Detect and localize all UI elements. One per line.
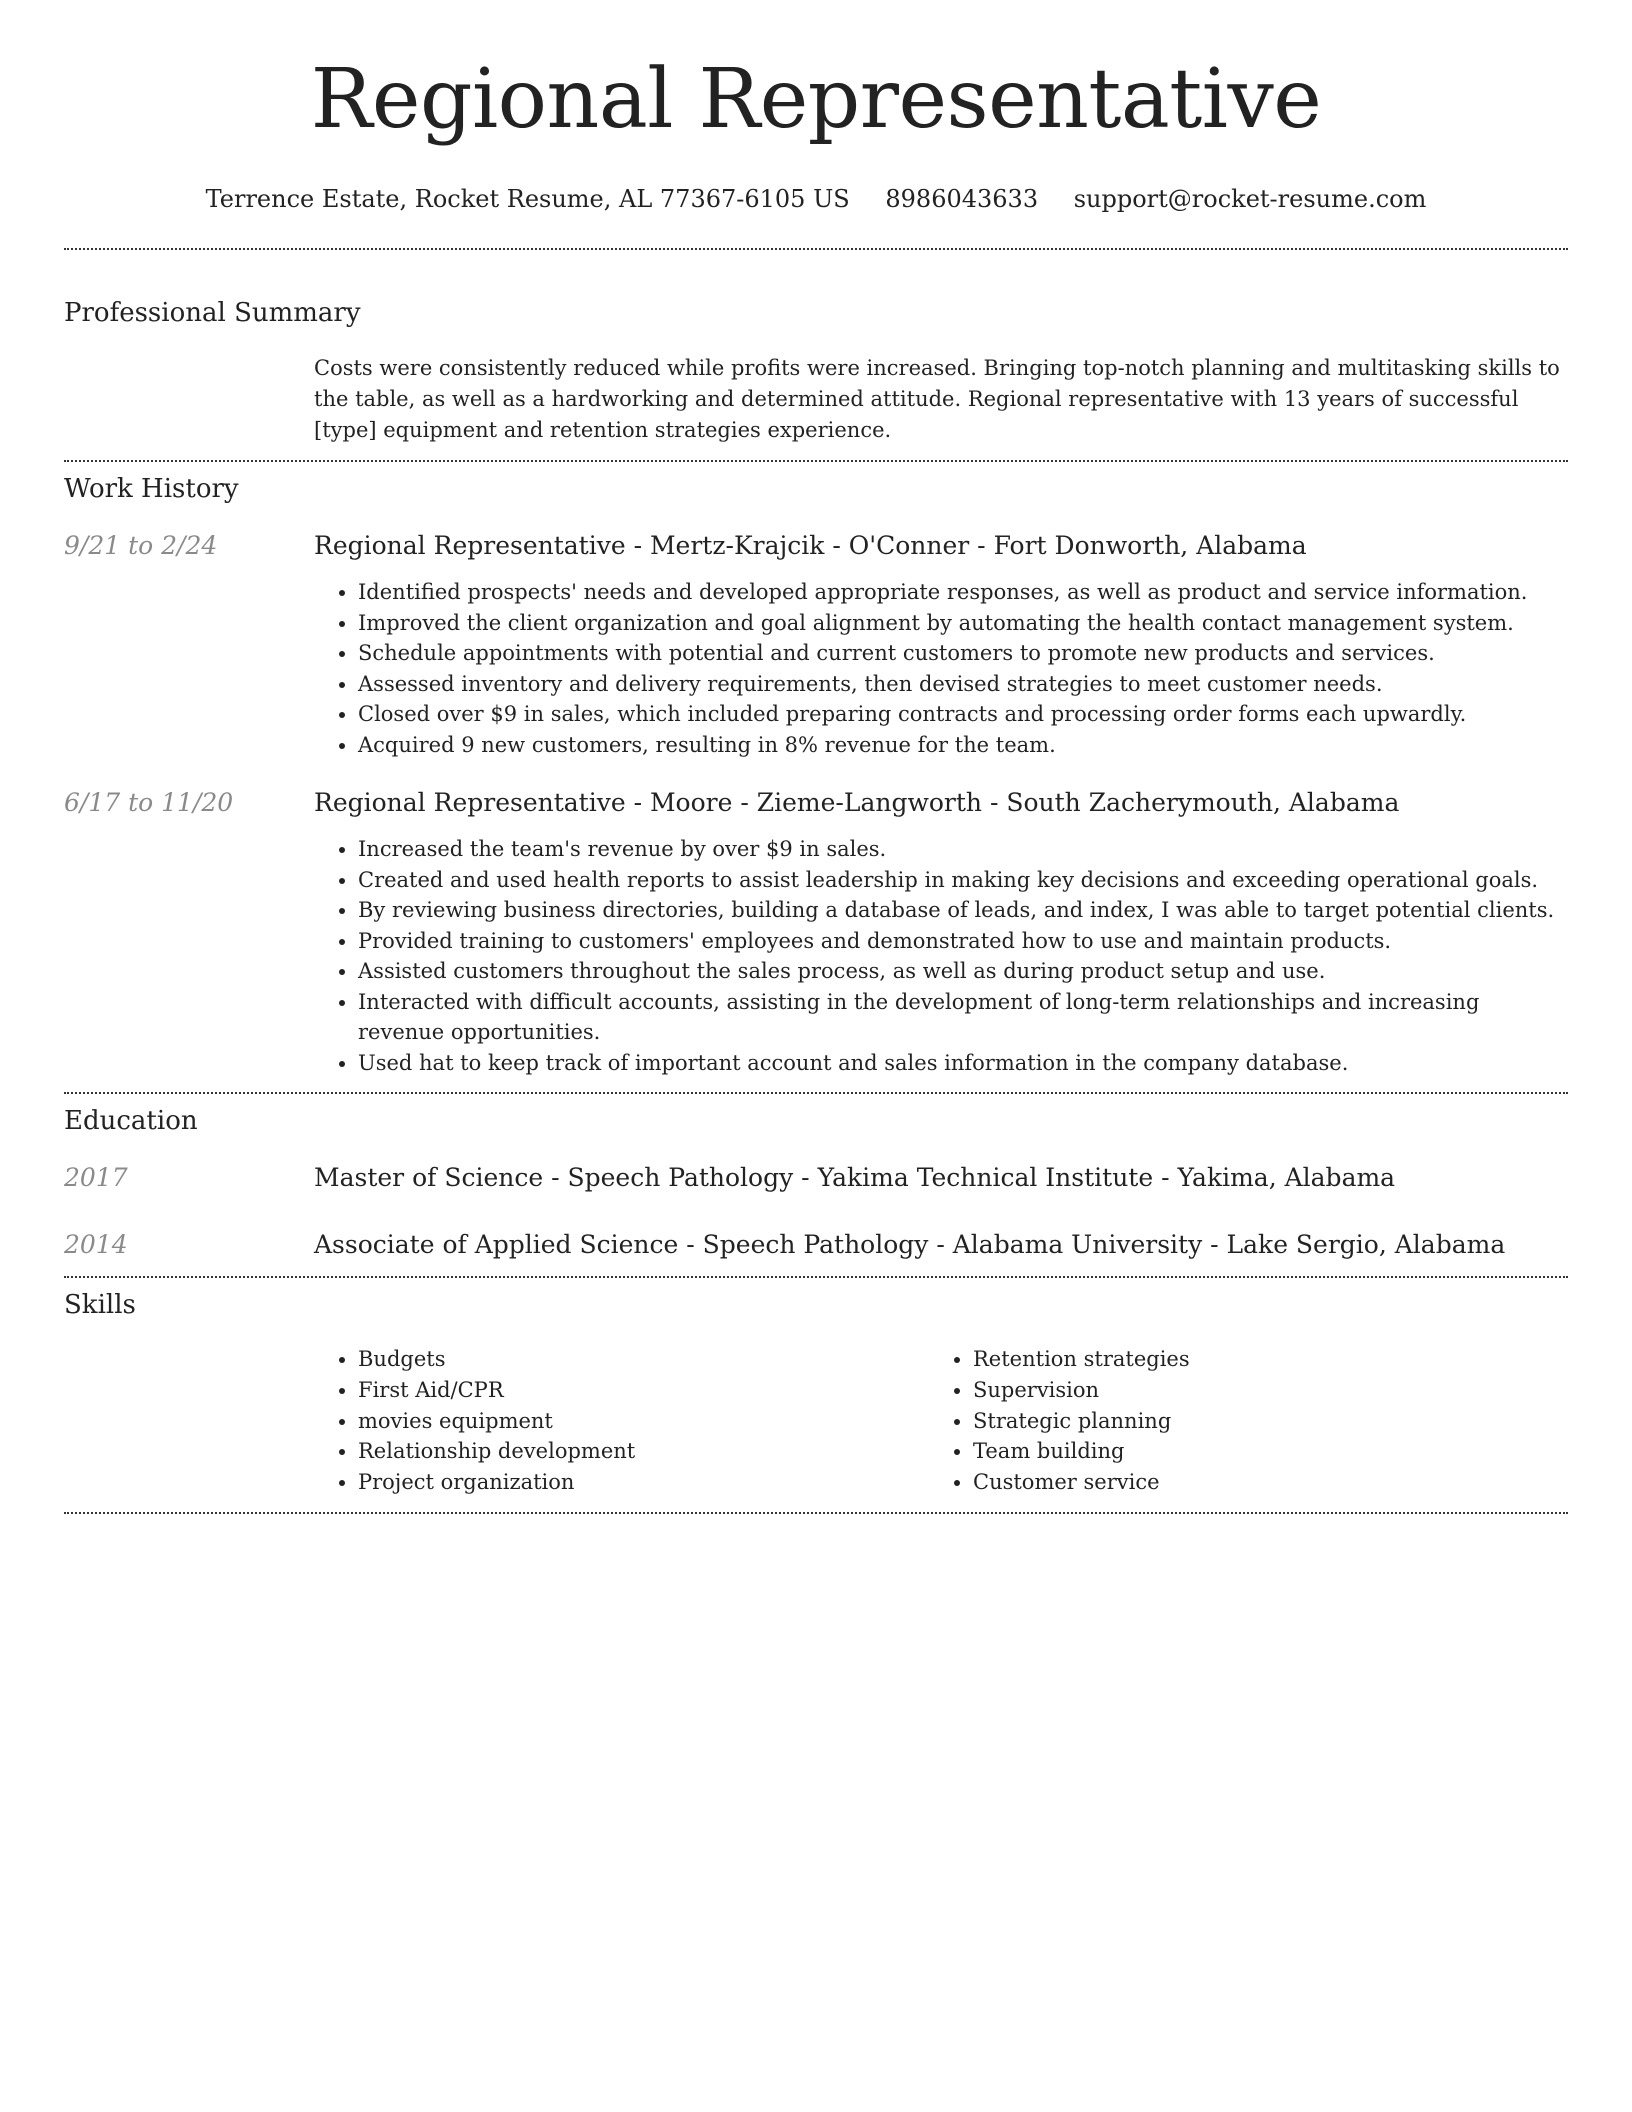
list-item: • Closed over $9 in sales, which included preparing contracts and processing order forms each upwardly.	[358, 699, 1568, 730]
job-entry	[64, 529, 1568, 760]
job-heading: Regional Representative - Moore - Zieme-Langworth - South Zacherymouth, Alabama	[314, 788, 1400, 817]
list-item: • Identified prospects' needs and developed appropriate responses, as well as product and service information.	[358, 577, 1568, 608]
skill-item: • Retention strategies	[973, 1344, 1544, 1375]
education-entry	[64, 1228, 1568, 1262]
skills-list-right	[929, 1344, 1544, 1498]
divider	[64, 1512, 1568, 1514]
section-title-education: Education	[64, 1106, 198, 1136]
list-item: • By reviewing business directories, building a database of leads, and index, I was able to target potential clients.	[358, 895, 1568, 926]
contact-phone: 8986043633	[885, 185, 1039, 213]
list-item: • Improved the client organization and goal alignment by automating the health contact management system.	[358, 608, 1568, 639]
skill-item: • Project organization	[358, 1467, 929, 1498]
skills-columns	[314, 1344, 1568, 1498]
skill-item: • Team building	[973, 1436, 1544, 1467]
skill-item: • First Aid/CPR	[358, 1375, 929, 1406]
skills-section	[64, 1288, 1568, 1498]
education-heading: Master of Science - Speech Pathology - Yakima Technical Institute - Yakima, Alabama	[314, 1163, 1396, 1192]
list-item: • Interacted with difficult accounts, assisting in the development of long-term relationships and increasing revenue opportunities.	[358, 987, 1568, 1048]
job-dates: 6/17 to 11/20	[64, 788, 234, 817]
skill-item: • movies equipment	[358, 1406, 929, 1437]
section-title-skills: Skills	[64, 1290, 136, 1320]
education-entry	[64, 1161, 1568, 1195]
candidate-name: Regional Representative	[310, 52, 1322, 147]
list-item: • Assessed inventory and delivery requirements, then devised strategies to meet customer needs.	[358, 669, 1568, 700]
job-bullets	[314, 577, 1568, 760]
section-title-work-history: Work History	[64, 474, 239, 504]
skill-item: • Relationship development	[358, 1436, 929, 1467]
skill-item: • Strategic planning	[973, 1406, 1544, 1437]
education-year: 2017	[64, 1163, 128, 1192]
contact-address: Terrence Estate, Rocket Resume, AL 77367-6105 US	[205, 185, 850, 213]
divider	[64, 460, 1568, 462]
skill-item: • Supervision	[973, 1375, 1544, 1406]
skills-list-left	[314, 1344, 929, 1498]
job-dates: 9/21 to 2/24	[64, 531, 218, 560]
divider	[64, 1092, 1568, 1094]
divider	[64, 248, 1568, 250]
list-item: • Created and used health reports to assist leadership in making key decisions and exceeding operational goals.	[358, 865, 1568, 896]
section-title-summary: Professional Summary	[64, 298, 361, 328]
contact-line	[64, 182, 1568, 216]
job-entry	[64, 786, 1568, 1078]
list-item: • Acquired 9 new customers, resulting in 8% revenue for the team.	[358, 730, 1568, 761]
summary-section	[64, 296, 1568, 446]
list-item: • Increased the team's revenue by over $9 in sales.	[358, 834, 1568, 865]
summary-text: Costs were consistently reduced while profits were increased. Bringing top-notch planning and multitasking skills to the table, as well as a hardworking and determined attitude. Regional representative with 13 years of successful [type] equipment and retention strategies experience.	[314, 356, 1560, 442]
list-item: • Assisted customers throughout the sales process, as well as during product setup and use.	[358, 956, 1568, 987]
education-heading: Associate of Applied Science - Speech Pathology - Alabama University - Lake Sergio, Alabama	[314, 1230, 1506, 1259]
job-bullets	[314, 834, 1568, 1078]
job-heading: Regional Representative - Mertz-Krajcik - O'Conner - Fort Donworth, Alabama	[314, 531, 1307, 560]
skill-item: • Customer service	[973, 1467, 1544, 1498]
education-year: 2014	[64, 1230, 128, 1259]
contact-email: support@rocket-resume.com	[1073, 185, 1427, 213]
education-section	[64, 1104, 1568, 1262]
divider	[64, 1276, 1568, 1278]
list-item: • Provided training to customers' employees and demonstrated how to use and maintain products.	[358, 926, 1568, 957]
skill-item: • Budgets	[358, 1344, 929, 1375]
list-item: • Used hat to keep track of important account and sales information in the company database.	[358, 1048, 1568, 1079]
list-item: • Schedule appointments with potential and current customers to promote new products and services.	[358, 638, 1568, 669]
work-history-section	[64, 472, 1568, 1078]
